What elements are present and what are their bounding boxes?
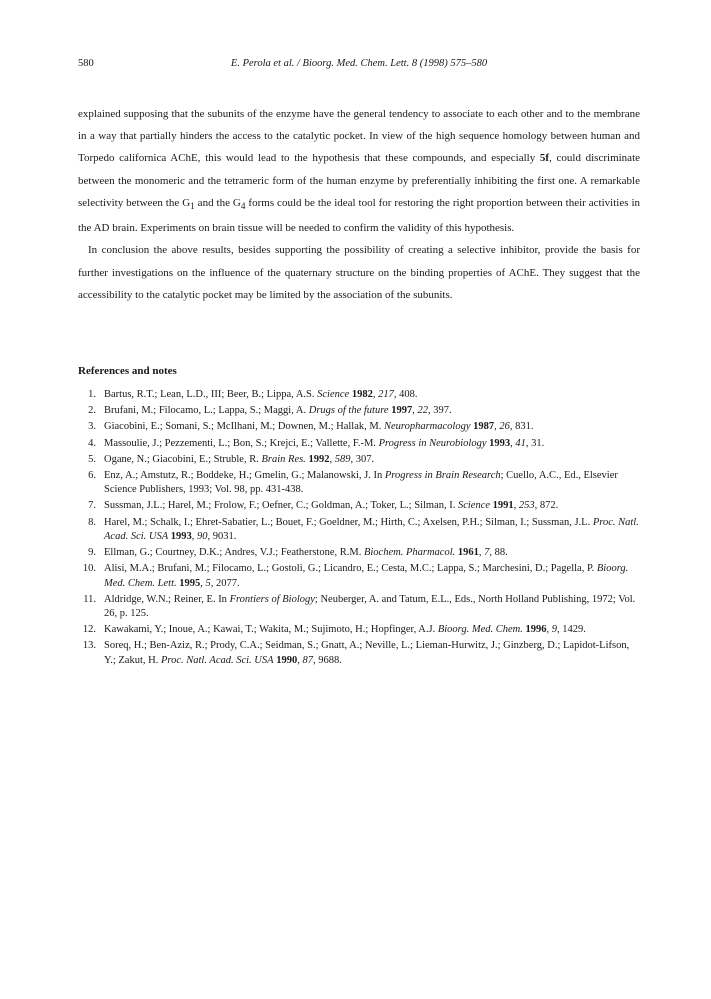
reference-volume: 90: [197, 530, 208, 542]
reference-authors: Harel, M.; Schalk, I.; Ehret-Sabatier, L.; Bouet, F.; Goeldner, M.; Hirth, C.; Axelsen, P.H.; Silman, I.; Sussman, J.L.: [104, 516, 593, 528]
reference-year: 1987: [473, 421, 495, 433]
reference-item: [78, 469, 640, 498]
reference-volume: 5: [205, 577, 211, 589]
reference-journal: Brain Res.: [261, 453, 306, 465]
body-paragraph-1: [78, 103, 640, 239]
reference-volume: 22: [417, 405, 428, 417]
reference-number: 12.: [82, 624, 96, 636]
reference-year: 1961: [457, 547, 479, 559]
compound-label: 5f: [539, 152, 550, 165]
reference-item: [78, 404, 640, 418]
reference-pages: , 31.: [525, 437, 545, 449]
reference-separator: ,: [478, 547, 485, 559]
reference-pages: ; Cuello, A.C., Ed., Elsevier Science Publishers, 1993; Vol. 98, pp. 431-438.: [104, 469, 618, 496]
reference-volume: 87: [302, 654, 313, 666]
reference-item: [78, 593, 640, 622]
reference-year: 1997: [391, 405, 413, 417]
reference-pages: , 831.: [509, 421, 534, 433]
reference-authors: Brufani, M.; Filocamo, L.; Lappa, S.; Maggi, A.: [104, 405, 309, 417]
reference-item: [78, 546, 640, 560]
reference-number: 5.: [88, 453, 96, 465]
reference-volume: 26: [499, 421, 510, 433]
running-head: [78, 58, 640, 74]
reference-number: 13.: [82, 640, 96, 652]
reference-journal: Drugs of the future: [308, 405, 389, 417]
reference-journal: Science: [317, 389, 350, 400]
reference-volume: 253: [518, 500, 535, 512]
reference-journal: Biochem. Pharmacol.: [363, 547, 456, 559]
reference-journal: Proc. Natl. Acad. Sci. USA: [104, 516, 639, 542]
journal-citation: E. Perola et al. / Bioorg. Med. Chem. Lett. 8 (1998) 575–580: [230, 58, 488, 69]
reference-authors: Kawakami, Y.; Inoue, A.; Kawai, T.; Wakita, M.; Sujimoto, H.; Hopfinger, A.J.: [104, 624, 438, 636]
reference-year: 1995: [179, 577, 201, 589]
reference-item: [78, 420, 640, 434]
reference-pages: , 88.: [489, 547, 508, 559]
reference-pages: , 307.: [350, 453, 375, 465]
body-text: [78, 103, 640, 306]
reference-number: 3.: [88, 421, 96, 433]
reference-number: 8.: [88, 516, 96, 528]
reference-volume: 7: [484, 547, 490, 559]
reference-pages: ; Neuberger, A. and Tatum, E.L., Eds., North Holland Publishing, 1972; Vol. 26, p. 125.: [104, 593, 636, 620]
reference-pages: , 9031.: [207, 530, 237, 542]
reference-journal: Proc. Natl. Acad. Sci. USA: [160, 654, 274, 666]
reference-authors: Ogane, N.; Giacobini, E.; Struble, R.: [104, 453, 262, 465]
reference-number: 7.: [88, 500, 96, 512]
references-list: [78, 388, 640, 670]
reference-journal: Frontiers of Biology: [229, 593, 315, 605]
reference-number: 9.: [88, 547, 96, 559]
reference-pages: , 397.: [427, 405, 452, 417]
reference-number: 6.: [88, 469, 96, 481]
body-paragraph-1-text-b: , could discriminate between the monomeric and the tetrameric form of the human enzyme by preferentially inhibiting the first one. A remarkable selectivity between the G: [78, 152, 641, 209]
reference-item: [78, 453, 640, 467]
references-heading: References and notes: [78, 365, 177, 377]
reference-year: 1990: [276, 654, 298, 666]
reference-separator: ,: [510, 437, 516, 449]
reference-volume: 41: [515, 437, 526, 449]
reference-journal: Bioorg. Med. Chem. Lett.: [104, 563, 629, 589]
reference-separator: ,: [412, 405, 418, 417]
reference-pages: , 1429.: [557, 624, 586, 636]
reference-number: 2.: [88, 405, 96, 417]
reference-authors: Ellman, G.; Courtney, D.K.; Andres, V.J.; Featherstone, R.M.: [104, 547, 364, 559]
reference-number: 11.: [83, 593, 96, 605]
reference-separator: ,: [513, 500, 519, 512]
reference-number: 1.: [88, 389, 96, 400]
reference-item: [78, 623, 640, 637]
reference-volume: 589: [334, 453, 351, 465]
reference-item: [78, 388, 640, 402]
reference-authors: Soreq, H.; Ben-Aziz, R.; Prody, C.A.; Seidman, S.; Gnatt, A.; Neville, L.; Lieman-Hurwitz, J.; Ginzberg, D.; Lapidot-Lifson, Y.; Zakut, H.: [104, 640, 630, 666]
reference-item: [78, 639, 640, 668]
page-number: 580: [78, 58, 94, 69]
reference-pages: , 2077.: [210, 577, 240, 589]
reference-separator: ,: [191, 530, 198, 542]
reference-journal: Neuropharmacology: [383, 421, 471, 433]
reference-year: 1991: [492, 500, 514, 512]
reference-pages: , 872.: [534, 500, 559, 512]
reference-authors: Sussman, J.L.; Harel, M.; Frolow, F.; Oefner, C.; Goldman, A.; Toker, L.; Silman, I.: [104, 500, 458, 512]
reference-item: [78, 499, 640, 513]
body-paragraph-1-text-a: explained supposing that the subunits of the enzyme have the general tendency to associate to each other and to the membrane in a way that partially hinders the access to the catalytic pocket. In view of the high sequence homology between human and Torpedo californica AChE, this would lead to the hypothesis that these compounds, and especially: [78, 108, 640, 165]
reference-year: 1992: [308, 453, 330, 465]
reference-authors: Bartus, R.T.; Lean, L.D., III; Beer, B.; Lippa, A.S.: [104, 389, 318, 400]
reference-item: [78, 562, 640, 591]
body-paragraph-1-text-d: forms could be the ideal tool for restoring the right proportion between their activities in the AD brain. Experiments on brain tissue will be needed to confirm the validity of this hypothesis.: [78, 196, 641, 235]
reference-authors: Aldridge, W.N.; Reiner, E. In: [104, 593, 230, 605]
g4-subscript: 4: [240, 201, 246, 211]
reference-year: 1993: [170, 530, 192, 542]
reference-item: [78, 437, 640, 451]
reference-year: 1982: [351, 389, 373, 400]
reference-number: 10.: [82, 563, 96, 575]
reference-journal: Bioorg. Med. Chem.: [437, 624, 523, 636]
reference-authors: Massoulie, J.; Pezzementi, L.; Bon, S.; Krejci, E.; Vallette, F.-M.: [104, 437, 379, 449]
reference-authors: Enz, A.; Amstutz, R.; Boddeke, H.; Gmelin, G.; Malanowski, J. In: [104, 469, 385, 481]
reference-journal: Science: [457, 500, 491, 512]
reference-volume: 217: [378, 389, 394, 400]
reference-pages: , 9688.: [312, 654, 342, 666]
reference-authors: Giacobini, E.; Somani, S.; McIlhani, M.; Downen, M.; Hallak, M.: [104, 421, 384, 433]
g1-subscript: 1: [190, 201, 195, 211]
body-paragraph-2: In conclusion the above results, besides supporting the possibility of creating a selective inhibitor, provide the basis for further investigations on the influence of the quaternary structure on the binding properties of AChE. They suggest that the accessibility to the catalytic pocket may be limited by the association of the subunits.: [78, 244, 640, 301]
reference-year: 1993: [489, 437, 511, 449]
reference-number: 4.: [88, 437, 96, 449]
body-paragraph-1-text-c: and the G: [194, 196, 241, 209]
reference-item: [78, 516, 640, 545]
reference-separator: ,: [546, 624, 552, 636]
reference-journal: Progress in Brain Research: [384, 469, 501, 481]
reference-journal: Progress in Neurobiology: [378, 437, 487, 449]
reference-separator: ,: [200, 577, 206, 589]
reference-authors: Alisi, M.A.; Brufani, M.; Filocamo, L.; Gostoli, G.; Licandro, E.; Cesta, M.C.; Lappa, S.; Marchesini, D.; Pagella, P.: [104, 563, 597, 575]
reference-pages: , 408.: [393, 389, 418, 400]
reference-separator: ,: [372, 389, 379, 400]
reference-year: 1996: [525, 624, 547, 636]
reference-separator: ,: [297, 654, 303, 666]
reference-separator: ,: [494, 421, 500, 433]
reference-separator: ,: [329, 453, 335, 465]
reference-volume: 9: [551, 624, 558, 636]
